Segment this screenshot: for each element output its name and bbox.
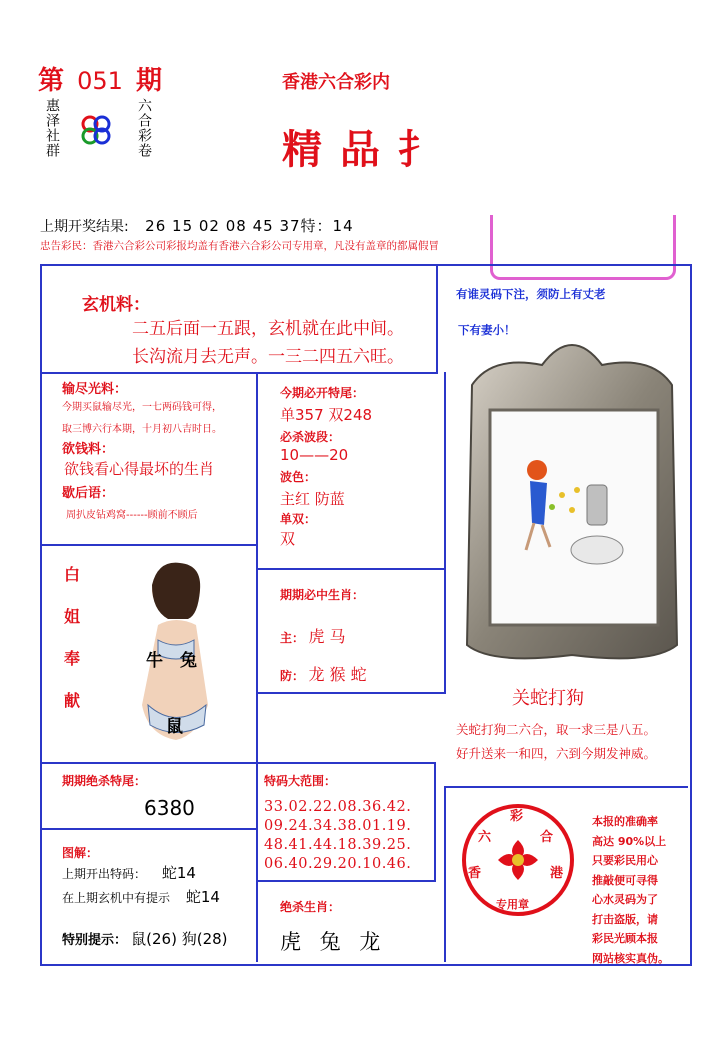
brand-vertical-2: 社群 xyxy=(44,128,60,158)
baijie-char-4: 献 xyxy=(64,691,81,710)
guanshe-line-2: 好升送来一和四，六到今期发神威。 xyxy=(456,746,657,761)
tema-value-4: 双 xyxy=(280,530,296,548)
tema-label-1: 今期必开特尾： xyxy=(280,386,365,400)
accuracy-line: 网站核实真伪。 xyxy=(592,951,669,965)
accuracy-line: 推敲便可寻得 xyxy=(592,873,658,887)
zodiac-tag-2: 兔 xyxy=(180,651,197,671)
tema-value-1: 单357 双248 xyxy=(280,406,373,424)
subtitle: 香港六合彩内 xyxy=(282,72,390,93)
issue-heading xyxy=(38,60,162,97)
notice-text: 忠告彩民：香港六合彩公司彩报均盖有香港六合彩公司专用章，凡没有盖章的都属假冒 xyxy=(40,240,439,252)
shengxiao-label: 期期必中生肖： xyxy=(280,588,365,602)
baijie-char-3: 奉 xyxy=(64,649,81,668)
baijie-char-1: 白 xyxy=(64,565,81,584)
shengxiao-fang xyxy=(280,662,367,685)
zodiac-tag-3: 鼠 xyxy=(166,717,183,737)
jueshashengxiao-value: 虎 兔 龙 xyxy=(280,930,387,954)
seal-right-1: 合 xyxy=(540,830,554,845)
accuracy-note xyxy=(592,812,669,968)
results-label: 上期开奖结果: xyxy=(40,219,129,235)
tujie-line-2-value: 蛇14 xyxy=(185,888,220,906)
xiehouyu-text: 周扒皮钻鸡窝------顾前不顾后 xyxy=(66,510,198,521)
tujie-line-1 xyxy=(62,862,196,883)
baijie-char-2: 姐 xyxy=(64,607,81,626)
accuracy-line: 本报的准确率 xyxy=(592,815,658,828)
tujie-line-1-value: 蛇14 xyxy=(161,864,196,882)
last-results xyxy=(40,215,354,236)
main-label: 主： xyxy=(280,631,305,645)
xiehouyu-label: 歇后语： xyxy=(62,486,115,501)
seal-left-1: 六 xyxy=(478,830,492,845)
qian-label: 欲钱料： xyxy=(62,442,115,457)
dafanwei-row: 09.24.34.38.01.19. xyxy=(264,818,412,834)
tujie-label: 图解： xyxy=(62,846,99,860)
page-title: 精品扌 xyxy=(282,127,456,173)
accuracy-line: 彩民光顾本报 xyxy=(592,932,658,945)
tema-label-2: 必杀波段： xyxy=(280,430,341,444)
accuracy-line: 打击盗版，请 xyxy=(592,912,658,926)
shujin-label: 输尽光料： xyxy=(62,382,128,397)
jueshawei-label: 期期绝杀特尾： xyxy=(62,774,147,788)
results-numbers: 26 15 02 08 45 37特：14 xyxy=(145,217,354,235)
issue-suffix: 期 xyxy=(135,66,162,96)
shujin-text-2: 取三博六行本期，十月初八吉时日。 xyxy=(62,424,222,435)
dafanwei-label: 特码大范围： xyxy=(264,774,337,788)
accuracy-line: 只要彩民用心 xyxy=(592,854,658,867)
lottery-logo-icon xyxy=(78,112,114,148)
tema-label-4: 单双： xyxy=(280,512,317,526)
special-tip-label: 特别提示： xyxy=(62,933,128,948)
tema-label-3: 波色： xyxy=(280,470,317,484)
fang-label: 防： xyxy=(280,669,305,683)
dafanwei-row: 06.40.29.20.10.46. xyxy=(264,856,412,872)
sidebar-note-2: 下有妻小！ xyxy=(458,323,516,337)
brand-vertical-4: 彩卷 xyxy=(136,128,152,158)
guanshe-line-1: 关蛇打狗二六合，取一求三是八五。 xyxy=(456,722,657,737)
special-tip-value: 鼠(26) 狗(28) xyxy=(131,930,228,948)
dafanwei-row: 33.02.22.08.36.42. xyxy=(264,799,412,815)
brand-vertical-1: 惠泽 xyxy=(44,98,60,128)
shujin-text-1: 今期买鼠输尽光，一七两码钱可得， xyxy=(62,402,222,413)
xuanji-label: 玄机料： xyxy=(82,295,150,315)
brand-vertical-3: 六合 xyxy=(136,98,152,128)
tujie-line-2-label: 在上期玄机中有提示 xyxy=(62,891,171,905)
tema-value-2: 10——20 xyxy=(280,446,349,464)
seal-top: 彩 xyxy=(510,809,524,824)
accuracy-line: 心水灵码为了 xyxy=(592,893,658,906)
seal-left-2: 香 xyxy=(468,866,482,881)
fang-value: 龙 猴 蛇 xyxy=(308,665,367,684)
zodiac-tag-1: 牛 xyxy=(146,651,163,671)
tujie-line-1-label: 上期开出特码： xyxy=(62,867,147,881)
sidebar-note-1: 有谁灵码下注，须防上有丈老 xyxy=(456,287,606,301)
jueshawei-value: 6380 xyxy=(144,796,195,820)
xuanji-line-1: 二五后面一五跟，玄机就在此中间。 xyxy=(132,319,404,339)
tema-value-3: 主红 防蓝 xyxy=(280,490,345,508)
guanshe-title: 关蛇打狗 xyxy=(512,688,584,709)
main-value: 虎 马 xyxy=(308,627,346,646)
dafanwei-numbers xyxy=(264,798,411,874)
issue-number: 051 xyxy=(77,67,123,95)
seal-right-2: 港 xyxy=(550,866,564,881)
mirror-illustration xyxy=(452,325,692,665)
qian-text: 欲钱看心得最坏的生肖 xyxy=(64,460,215,478)
special-tip xyxy=(62,928,228,949)
accuracy-line: 高达 90%以上 xyxy=(592,834,667,848)
jueshashengxiao-label: 绝杀生肖： xyxy=(280,900,341,914)
issue-prefix: 第 xyxy=(38,66,65,96)
dafanwei-row: 48.41.44.18.39.25. xyxy=(264,837,412,853)
xuanji-line-2: 长沟流月去无声。一三二四五六旺。 xyxy=(132,347,404,367)
shengxiao-main xyxy=(280,624,346,647)
tujie-line-2 xyxy=(62,886,220,907)
seal-bottom: 专用章 xyxy=(496,898,529,911)
